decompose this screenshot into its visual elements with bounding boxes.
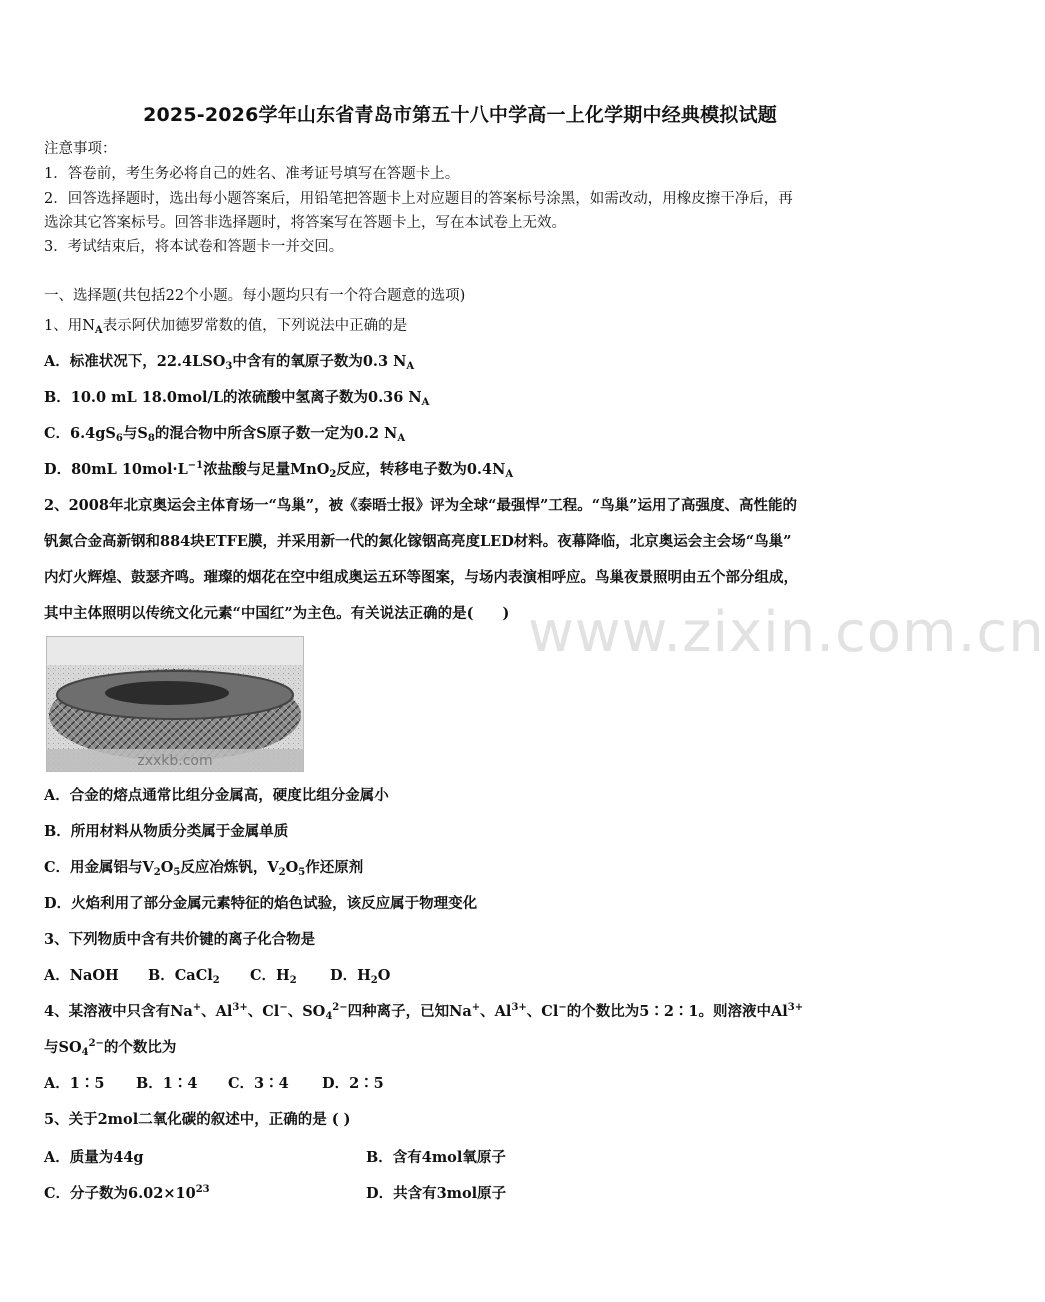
question-4-option-b: B．1∶4 [136, 1075, 198, 1092]
question-2-option-a: A．合金的熔点通常比组分金属高，硬度比组分金属小 [44, 787, 389, 804]
question-5-option-a: A．质量为44g [44, 1149, 144, 1166]
watermark: www.zixin.com.cn [528, 600, 1045, 665]
birds-nest-photo [46, 636, 304, 772]
note-2a: 2．回答选择题时，选出每小题答案后，用铅笔把答题卡上对应题目的答案标号涂黑，如需改动，用橡皮擦干净后，再 [44, 191, 793, 207]
question-4-line-2: 与$SO_4^{2-}$的个数比为 [44, 1038, 177, 1058]
question-5-option-d: D．共含有3mol原子 [366, 1185, 507, 1202]
question-1-option-c: C．$6.4gS_6$与$S_8$的混合物中所含S原子数一定为0.2 $N_A$ [44, 425, 406, 444]
question-3-option-a: A．NaOH [44, 967, 119, 984]
section-heading: 一、选择题(共包括22个小题。每小题均只有一个符合题意的选项) [44, 288, 466, 304]
question-4-line-1: 4、某溶液中只含有Na+、$Al^{3+}$、Cl−、$SO_4^{2-}$四种离子，已知Na+、$Al^{3+}$、Cl−的个数比为5∶2∶1。则溶液中$Al^{3+}$ [44, 1002, 804, 1022]
question-1-option-b: B．10.0 mL 18.0mol/L的浓硫酸中氢离子数为0.36 $N_A$ [44, 389, 430, 408]
question-2-line-3: 内灯火辉煌、鼓瑟齐鸣。璀璨的烟花在空中组成奥运五环等图案，与场内表演相呼应。鸟巢夜景照明由五个部分组成， [44, 569, 798, 586]
question-5-option-c: C．分子数为$6.02\times 10^{23}$ [44, 1184, 210, 1202]
question-4-option-c: C．3∶4 [228, 1075, 289, 1092]
question-2-option-c: C．用金属铝与$V_2O_5$反应冶炼钒，$V_2O_5$作还原剂 [44, 859, 364, 878]
question-2-option-d: D．火焰利用了部分金属元素特征的焰色试验，该反应属于物理变化 [44, 895, 478, 912]
question-2-line-1: 2、2008年北京奥运会主体育场一“鸟巢”，被《泰晤士报》评为全球“最强悍”工程。“鸟巢”运用了高强度、高性能的 [44, 497, 797, 514]
note-2b: 选涂其它答案标号。回答非选择题时，将答案写在答题卡上，写在本试卷上无效。 [44, 215, 566, 231]
question-3-option-c: C．$H_2$ [250, 967, 297, 986]
question-1-option-a: A．标准状况下，$22.4LSO_3$中含有的氧原子数为0.3 $N_A$ [44, 353, 415, 372]
question-2-line-2: 钒氮合金高新钢和884块ETFE膜，并采用新一代的氮化镓铟高亮度LED材料。夜幕降临，北京奥运会主会场“鸟巢” [44, 533, 792, 550]
photo-watermark-text: zxxkb.com [137, 753, 213, 769]
question-2-line-4: 其中主体照明以传统文化元素“中国红”为主色。有关说法正确的是( ) [44, 605, 510, 622]
question-3-option-b: B．CaCl$_2$ [148, 967, 220, 986]
question-3-option-d: D．$H_2O$ [330, 967, 391, 986]
question-4-option-a: A．1∶5 [44, 1075, 105, 1092]
question-3-stem: 3、下列物质中含有共价键的离子化合物是 [44, 931, 316, 948]
note-1: 1．答卷前，考生务必将自己的姓名、准考证号填写在答题卡上。 [44, 166, 460, 182]
notes-heading: 注意事项： [44, 141, 117, 157]
question-1-stem: 1、用$N_A$表示阿伏加德罗常数的值，下列说法中正确的是 [44, 318, 408, 336]
question-4-options [44, 1072, 384, 1093]
question-5-stem: 5、关于2mol二氧化碳的叙述中，正确的是 ( ) [44, 1111, 351, 1128]
note-3: 3．考试结束后，将本试卷和答题卡一并交回。 [44, 239, 344, 255]
page-title: 2025-2026学年山东省青岛市第五十八中学高一上化学期中经典模拟试题 [143, 104, 777, 126]
question-2-option-b: B．所用材料从物质分类属于金属单质 [44, 823, 289, 840]
question-4-option-d: D．2∶5 [322, 1075, 384, 1092]
question-5-option-b: B．含有4mol氧原子 [366, 1149, 506, 1166]
question-3-options [44, 964, 390, 986]
question-1-option-d: D．80mL $10mol\cdot L^{-1}$浓盐酸与足量MnO$_2$反应，转移电子数为$0.4N_A$ [44, 460, 514, 480]
